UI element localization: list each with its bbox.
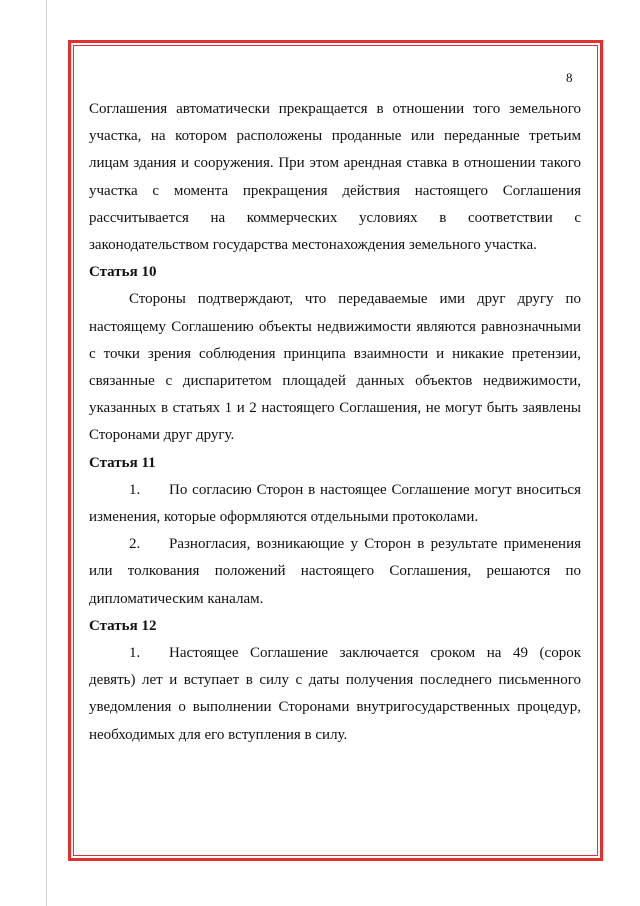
document-body [89, 96, 581, 749]
article-10-title: Статья 10 [89, 264, 157, 281]
item-number: 2. [129, 536, 141, 553]
item-number: 1. [129, 645, 141, 662]
article-11-item-2 [89, 531, 581, 613]
article-12-title: Статья 12 [89, 617, 157, 634]
article-12-item-1 [89, 640, 581, 749]
article-11-item-1 [89, 477, 581, 531]
page-number: 8 [566, 70, 573, 85]
intro-paragraph: Соглашения автоматически прекращается в отношении того земельного участка, на котором расположены проданные или переданные третьим лицам здания и сооружения. При этом арендная ставка в отношении такого участка с момента прекращения действия настоящего Соглашения рассчитывается на коммерческих условиях в соответствии с законодательством государства местонахождения земельного участка. [89, 101, 581, 254]
item-text: Разногласия, возникающие у Сторон в результате применения или толкования положений настоящего Соглашения, решаются по дипломатическим каналам. [89, 536, 581, 607]
item-number: 1. [129, 481, 141, 498]
item-text: Настоящее Соглашение заключается сроком на 49 (сорок девять) лет и вступает в силу с даты получения последнего письменного уведомления о выполнении Сторонами внутригосударственных процедур, необходимых для его вступления в силу. [89, 645, 581, 743]
page-edge-line [46, 0, 47, 906]
article-11-title: Статья 11 [89, 454, 156, 471]
article-10-text: Стороны подтверждают, что передаваемые ими друг другу по настоящему Соглашению объекты недвижимости являются равнозначными с точки зрения соблюдения принципа взаимности и никакие претензии, связанные с диспаритетом площадей данных объектов недвижимости, указанных в статьях 1 и 2 настоящего Соглашения, не могут быть заявлены Сторонами друг другу. [89, 291, 581, 444]
item-text: По согласию Сторон в настоящее Соглашение могут вноситься изменения, которые оформляются отдельными протоколами. [89, 481, 581, 526]
